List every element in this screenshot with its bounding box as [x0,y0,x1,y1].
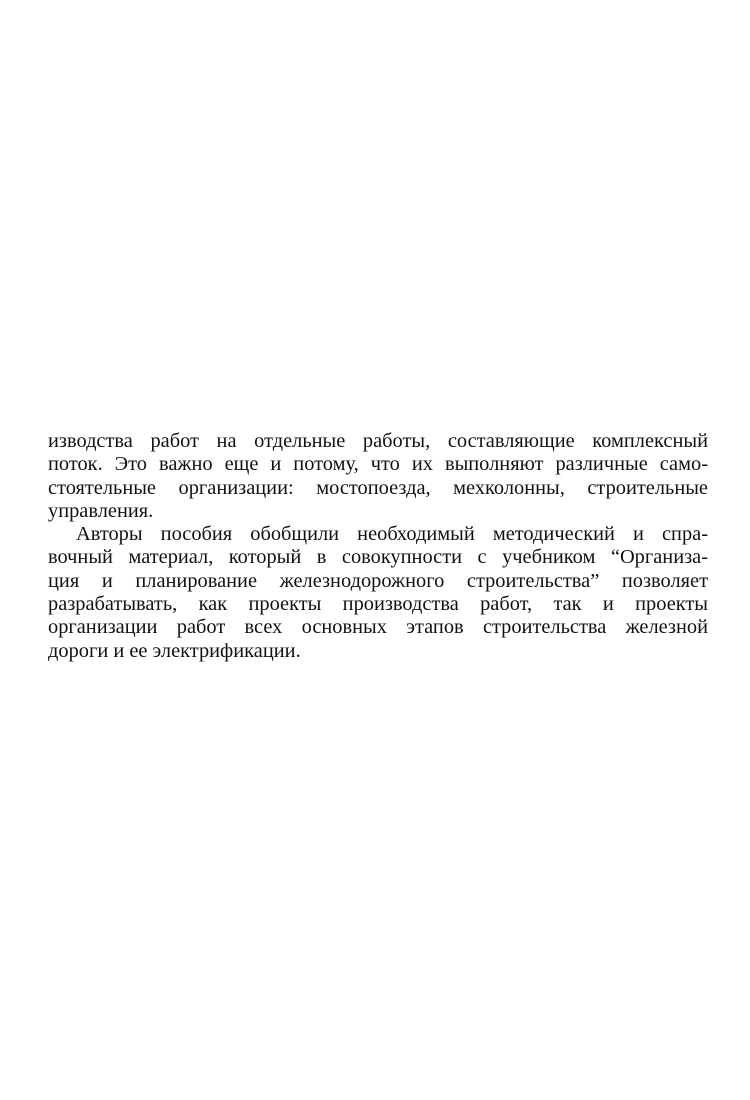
text-line: стоятельные организации: мостопоезда, мехколонны, строительные [48,476,708,499]
paragraph-1 [48,430,708,523]
text-line: изводства работ на отдельные работы, составляющие комплексный [48,430,708,452]
text-line: Авторы пособия обобщили необходимый методический и спра- [76,523,708,546]
text-line: вочный материал, который в совокупности с учебником “Организа- [48,546,708,569]
text-line: организации работ всех основных этапов строительства железной [48,616,708,639]
text-line: разрабатывать, как проекты производства работ, так и проекты [48,593,708,616]
text-line: ция и планирование железнодорожного строительства” позволяет [48,569,708,592]
body-text [48,430,708,663]
paragraph-2 [48,523,708,663]
text-line: дороги и ее электрификации. [48,639,301,662]
text-line: управления. [48,499,154,522]
text-line: поток. Это важно еще и потому, что их выполняют различные само- [48,453,708,476]
